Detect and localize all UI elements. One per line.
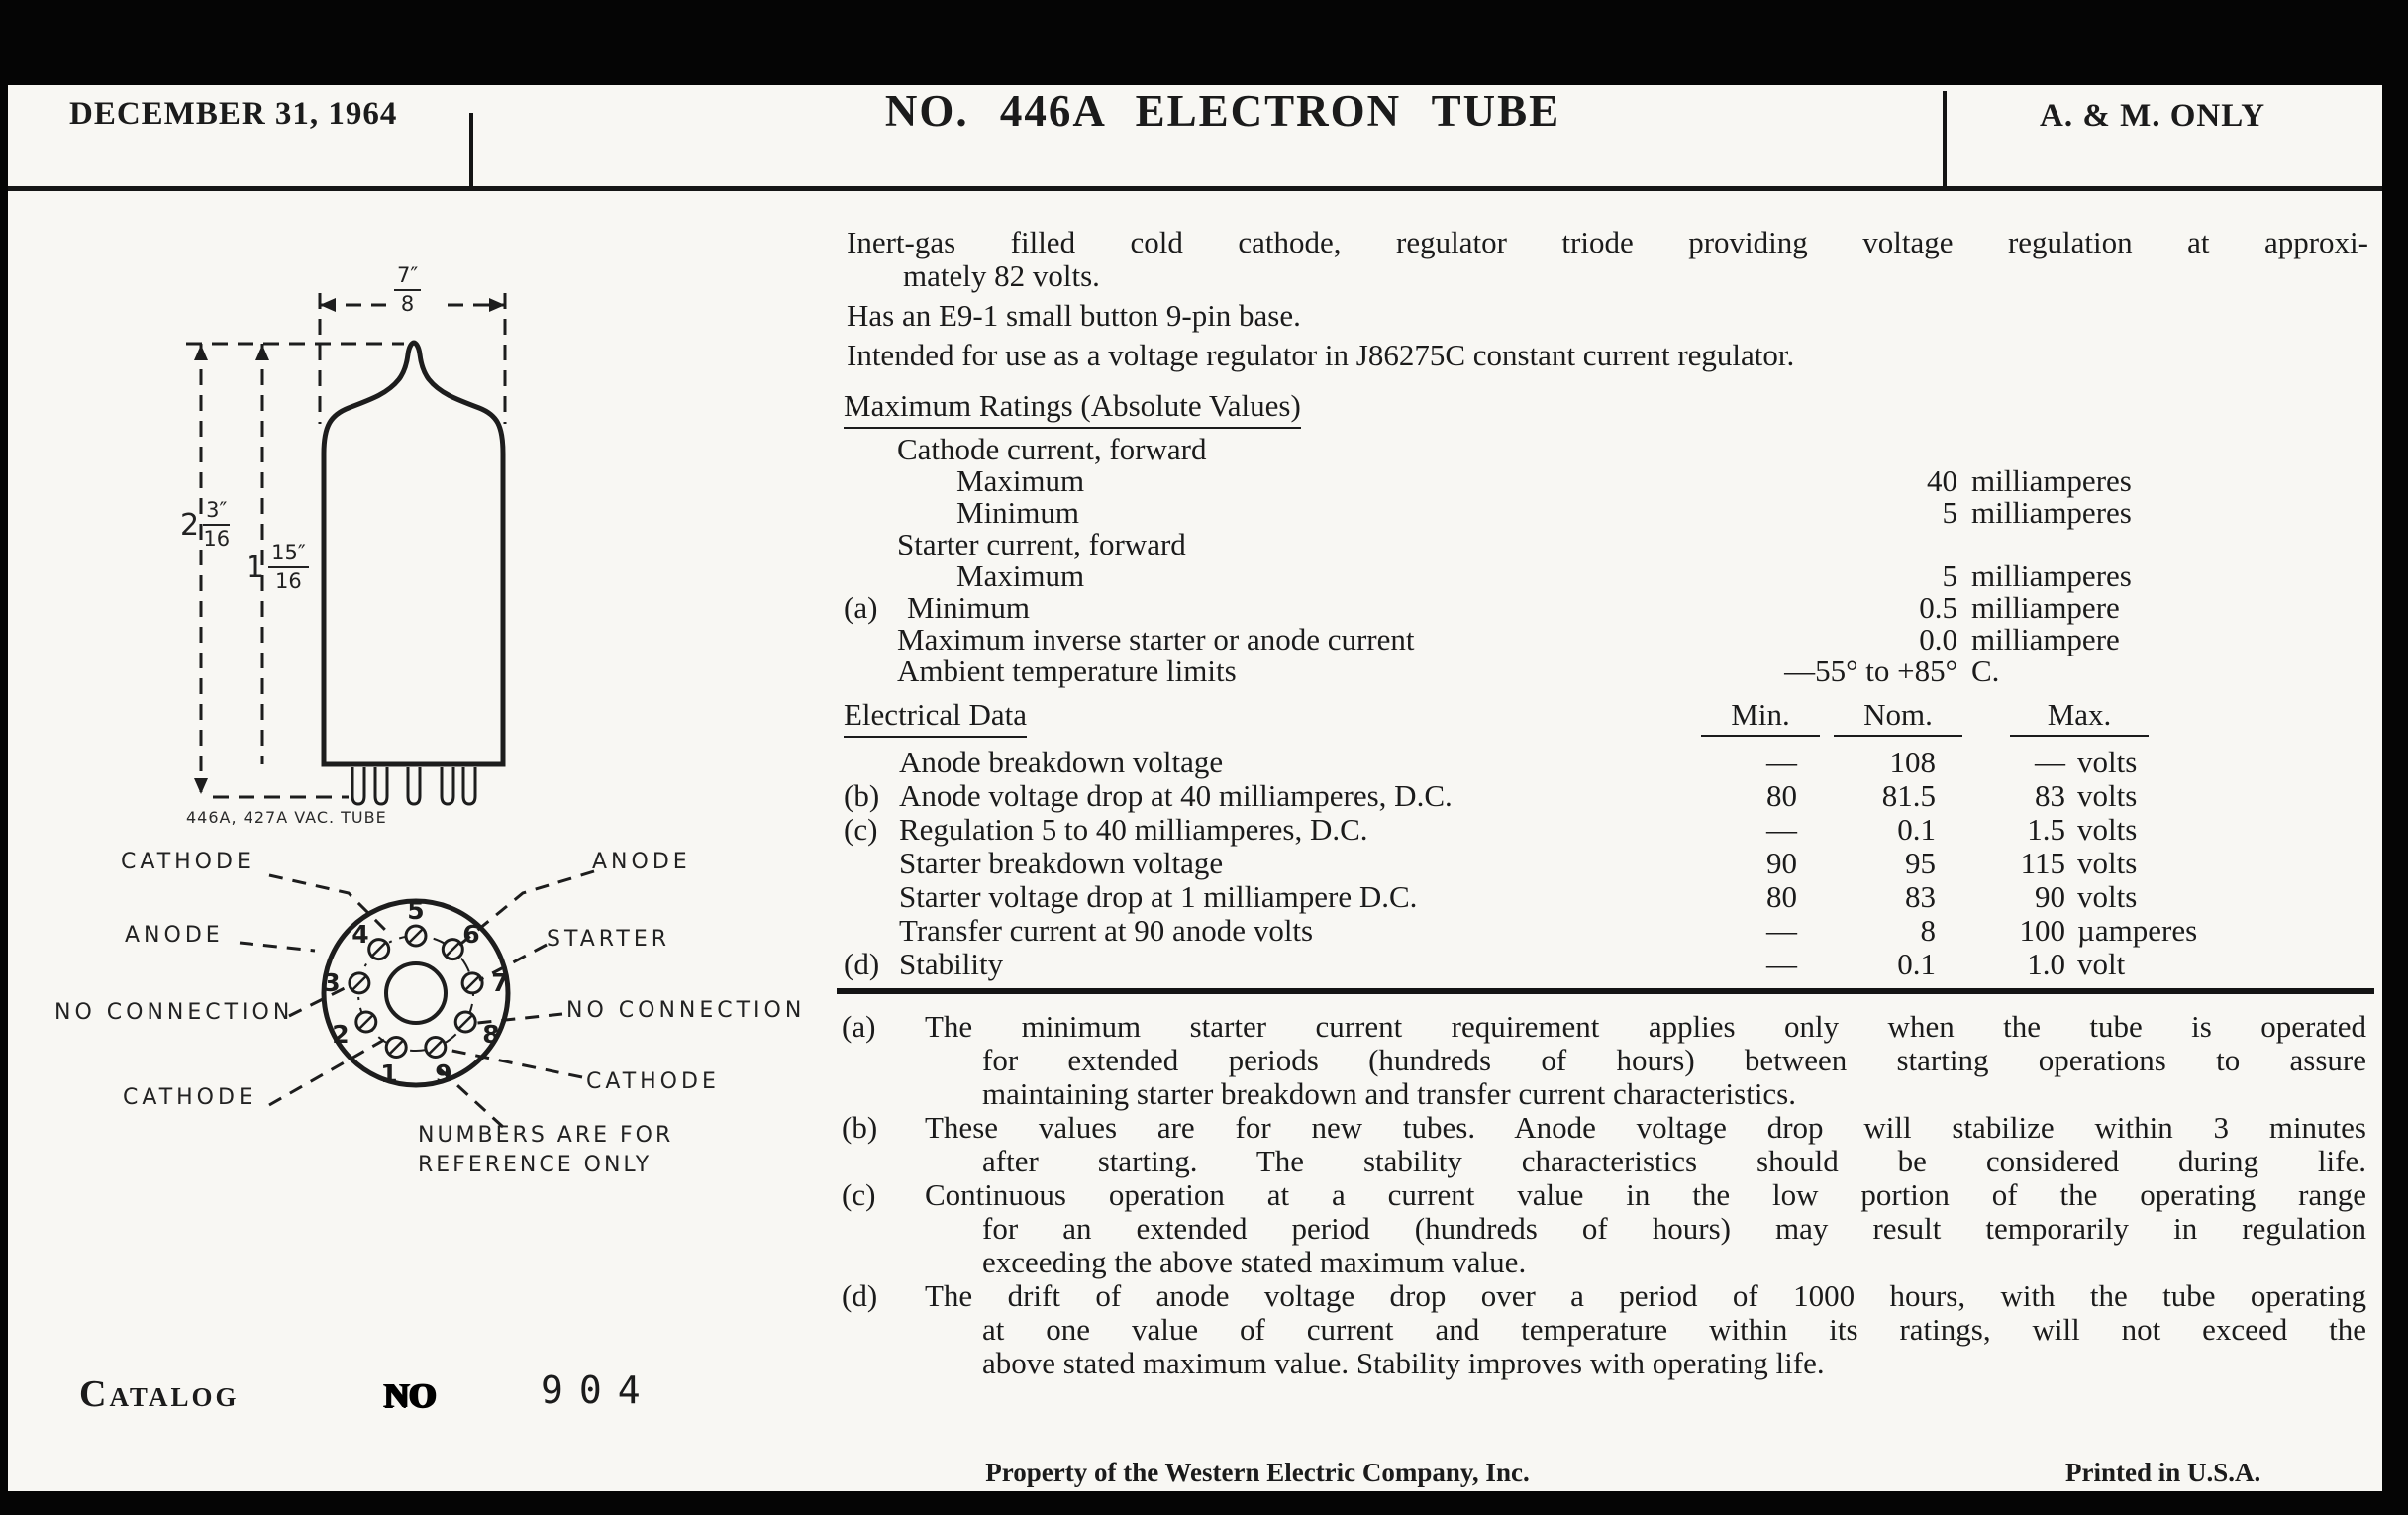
- width-dim-denominator: 8: [400, 292, 415, 316]
- cell-unit: volts: [2077, 879, 2138, 914]
- footnote-line: The drift of anode voltage drop over a period of 1000 hours, with the tube operating: [925, 1278, 2366, 1313]
- cell-min: —: [1766, 745, 1797, 779]
- pin-numbers-note-line1: NUMBERS ARE FOR: [418, 1123, 674, 1148]
- pin-number-2: 2: [332, 1020, 350, 1049]
- pin-number-5: 5: [407, 896, 425, 925]
- pin-number-4: 4: [351, 920, 369, 949]
- pin-number-8: 8: [482, 1020, 500, 1049]
- cell-min: 80: [1766, 879, 1797, 914]
- table-footnote-tag: (d): [844, 947, 880, 981]
- header-audience: A. & M. ONLY: [2040, 98, 2266, 134]
- cell-unit: volts: [2077, 745, 2138, 779]
- cell-max: —: [2035, 745, 2065, 779]
- rating-value: [1715, 622, 2190, 657]
- intro-line-1: Inert-gas filled cold cathode, regulator triode providing voltage regulation at approxi-: [847, 225, 2368, 259]
- cell-min: —: [1766, 913, 1797, 948]
- inner-height-numerator: 15″: [268, 543, 309, 568]
- footnote-tag: (a): [842, 1009, 876, 1044]
- table-bottom-rule: [837, 988, 2374, 994]
- rating-unit: milliampere: [1971, 590, 2120, 625]
- outer-height-numerator: 3″: [203, 500, 230, 526]
- pin-label-anode-left: ANODE: [125, 923, 224, 948]
- table-row: [0, 812, 2408, 846]
- header-date: DECEMBER 31, 1964: [69, 96, 398, 132]
- catalog-no-stamp: NO: [384, 1376, 437, 1415]
- rating-value: [1715, 654, 2190, 689]
- table-label: Regulation 5 to 40 milliamperes, D.C.: [899, 812, 1368, 847]
- footnote-line: Continuous operation at a current value in the low portion of the operating range: [925, 1177, 2366, 1212]
- catalog-number: 904: [541, 1368, 656, 1412]
- rating-unit: milliampere: [1971, 622, 2120, 656]
- footnote-line: at one value of current and temperature within its ratings, will not exceed the: [982, 1312, 2366, 1347]
- rating-unit: milliamperes: [1971, 495, 2132, 530]
- rating-value: [1715, 590, 2190, 626]
- rating-value: [1715, 495, 2190, 531]
- footnote-line: for an extended period (hundreds of hours) may result temporarily in regulation: [982, 1211, 2366, 1246]
- inner-height-whole: 1: [246, 550, 265, 585]
- rating-row: [0, 622, 2408, 656]
- column-header-min: Min.: [1701, 697, 1820, 737]
- rating-number: 40: [1927, 463, 1957, 498]
- rating-number: 5: [1942, 495, 1957, 530]
- rating-label: Maximum: [956, 558, 1085, 593]
- pin-label-cathode-bottom-left: CATHODE: [123, 1085, 256, 1110]
- footnote-line: The minimum starter current requirement applies only when the tube is operated: [925, 1009, 2366, 1044]
- pin-numbers-note: [418, 1121, 673, 1180]
- rating-row: [0, 558, 2408, 592]
- pin-number-3: 3: [323, 968, 341, 997]
- cell-nom: 0.1: [1897, 812, 1936, 847]
- maximum-ratings-heading: Maximum Ratings (Absolute Values): [844, 388, 1301, 429]
- rating-label: Maximum: [956, 463, 1085, 498]
- cell-unit: volts: [2077, 778, 2138, 813]
- rating-label: Cathode current, forward: [897, 432, 1207, 466]
- rating-label: Minimum: [907, 590, 1031, 625]
- cell-nom: 108: [1889, 745, 1936, 779]
- footnote-line: exceeding the above stated maximum value.: [982, 1245, 1527, 1279]
- rating-number: 0.5: [1919, 590, 1957, 625]
- footnote-line: These values are for new tubes. Anode voltage drop will stabilize within 3 minutes: [925, 1110, 2366, 1145]
- table-row: [0, 913, 2408, 947]
- tube-figure-caption: 446A, 427A VAC. TUBE: [186, 808, 387, 827]
- outer-height-whole: 2: [180, 507, 200, 543]
- table-label: Anode voltage drop at 40 milliamperes, D.C.: [899, 778, 1453, 813]
- footnote-tag: (b): [842, 1110, 878, 1145]
- pin-numbers-note-line2: REFERENCE ONLY: [418, 1153, 652, 1177]
- pin-label-cathode-top-left: CATHODE: [121, 850, 254, 874]
- inner-height-denominator: 16: [275, 569, 302, 593]
- cell-nom: 81.5: [1881, 778, 1936, 813]
- intro-line-3: Has an E9-1 small button 9-pin base.: [847, 298, 1301, 333]
- pin-label-no-connection-right: NO CONNECTION: [566, 998, 806, 1023]
- rating-row: [0, 463, 2408, 497]
- table-label: Transfer current at 90 anode volts: [899, 913, 1314, 948]
- pin-number-7: 7: [491, 968, 509, 997]
- rating-number: 5: [1942, 558, 1957, 593]
- table-row: [0, 846, 2408, 879]
- rating-row: [0, 495, 2408, 529]
- footer-property-notice: Property of the Western Electric Company, Inc.: [985, 1458, 1530, 1487]
- outer-height-denominator: 16: [203, 527, 231, 551]
- catalog-label: Catalog: [79, 1373, 240, 1415]
- cell-max: 90: [2035, 879, 2065, 914]
- cell-max: 1.5: [2027, 812, 2065, 847]
- cell-unit: volts: [2077, 812, 2138, 847]
- footnote-tag: (c): [842, 1177, 876, 1212]
- rating-unit: C.: [1971, 654, 2000, 688]
- pin-label-starter-right: STARTER: [547, 927, 671, 952]
- table-footnote-tag: (c): [844, 812, 878, 847]
- table-label: Starter breakdown voltage: [899, 846, 1224, 880]
- rating-label: Starter current, forward: [897, 527, 1186, 561]
- table-row: [0, 778, 2408, 812]
- footnote-tag: (d): [842, 1278, 878, 1313]
- pin-number-6: 6: [462, 920, 480, 949]
- rating-value: [1715, 463, 2190, 499]
- cell-min: 90: [1766, 846, 1797, 880]
- footnote-line: maintaining starter breakdown and transfer current characteristics.: [982, 1076, 1796, 1111]
- width-dimension-label: [394, 265, 421, 315]
- cell-nom: 83: [1905, 879, 1936, 914]
- cell-min: —: [1766, 812, 1797, 847]
- cell-unit: µamperes: [2077, 913, 2198, 948]
- table-row: [0, 745, 2408, 778]
- pin-number-9: 9: [435, 1060, 452, 1088]
- cell-min: —: [1766, 947, 1797, 981]
- rating-unit: milliamperes: [1971, 558, 2132, 593]
- header-rule: [8, 186, 2382, 191]
- page-title: NO. 446A ELECTRON TUBE: [884, 86, 1561, 136]
- rating-row: [0, 527, 2408, 560]
- column-header-max: Max.: [2010, 697, 2149, 737]
- rating-unit: milliamperes: [1971, 463, 2132, 498]
- rating-row: [0, 654, 2408, 687]
- footnote-line: above stated maximum value. Stability improves with operating life.: [982, 1346, 1825, 1380]
- pin-label-cathode-right: CATHODE: [586, 1069, 720, 1094]
- table-row: [0, 947, 2408, 980]
- cell-nom: 8: [1920, 913, 1936, 948]
- rating-value: [1715, 558, 2190, 594]
- intro-line-4: Intended for use as a voltage regulator in J86275C constant current regulator.: [847, 338, 1795, 372]
- electrical-data-heading: Electrical Data: [844, 697, 1027, 738]
- rating-row: [0, 590, 2408, 624]
- cell-nom: 95: [1905, 846, 1936, 880]
- rating-label: Maximum inverse starter or anode current: [897, 622, 1415, 656]
- footnote-line: after starting. The stability characteristics should be considered during life.: [982, 1144, 2366, 1178]
- table-label: Anode breakdown voltage: [899, 745, 1224, 779]
- cell-max: 100: [2019, 913, 2065, 948]
- rating-label: Minimum: [956, 495, 1080, 530]
- rating-number: —55° to +85°: [1784, 654, 1957, 688]
- rating-label: Ambient temperature limits: [897, 654, 1237, 688]
- header-divider-right: [1943, 91, 1947, 188]
- table-label: Stability: [899, 947, 1004, 981]
- column-header-nom: Nom.: [1834, 697, 1962, 737]
- width-dim-numerator: 7″: [394, 265, 421, 291]
- rating-footnote-tag: (a): [844, 590, 878, 625]
- pin-label-no-connection-left: NO CONNECTION: [54, 1000, 294, 1025]
- header-divider-left: [469, 113, 473, 188]
- cell-max: 115: [2020, 846, 2065, 880]
- cell-min: 80: [1766, 778, 1797, 813]
- pin-label-anode-right: ANODE: [592, 850, 691, 874]
- table-label: Starter voltage drop at 1 milliampere D.C.: [899, 879, 1418, 914]
- rating-row: [0, 432, 2408, 465]
- cell-unit: volt: [2077, 947, 2126, 981]
- rating-number: 0.0: [1919, 622, 1957, 656]
- cell-max: 83: [2035, 778, 2065, 813]
- table-footnote-tag: (b): [844, 778, 880, 813]
- intro-line-2: mately 82 volts.: [903, 258, 1100, 293]
- cell-unit: volts: [2077, 846, 2138, 880]
- cell-nom: 0.1: [1897, 947, 1936, 981]
- pin-number-1: 1: [380, 1060, 398, 1088]
- footer-printed-in: Printed in U.S.A.: [2065, 1458, 2261, 1487]
- table-row: [0, 879, 2408, 913]
- footnote-line: for extended periods (hundreds of hours) between starting operations to assure: [982, 1043, 2366, 1077]
- cell-max: 1.0: [2027, 947, 2065, 981]
